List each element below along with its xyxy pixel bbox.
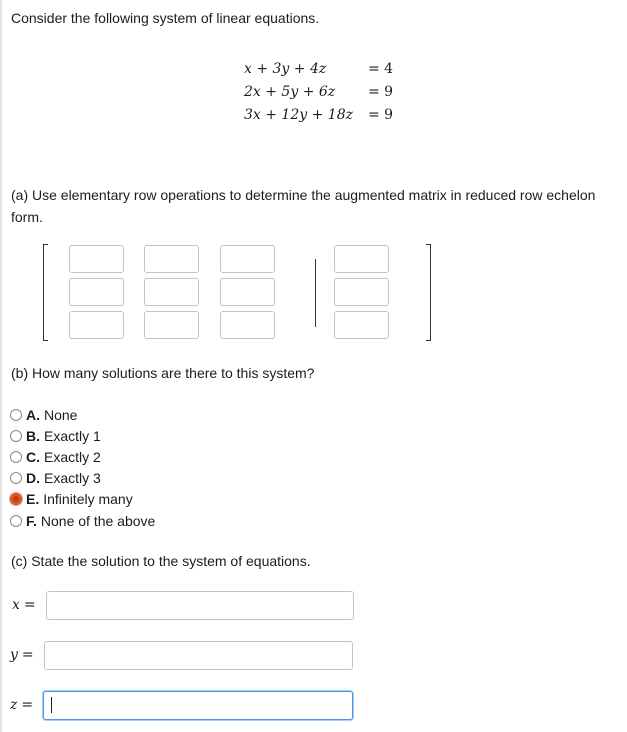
radio-d[interactable] — [10, 472, 22, 484]
matrix-cell-r3-c2[interactable] — [144, 311, 199, 339]
radio-f[interactable] — [10, 515, 22, 527]
z-answer-input[interactable] — [43, 691, 353, 720]
equals-sign: = — [21, 647, 34, 663]
equation-lhs: 3x + 12y + 18z — [244, 107, 353, 123]
option-letter: B. — [26, 427, 40, 444]
var-name: y — [10, 647, 18, 663]
option-e[interactable] — [10, 489, 155, 510]
option-letter: D. — [26, 470, 40, 487]
option-b[interactable] — [10, 425, 155, 446]
equals-sign: = — [21, 697, 34, 713]
radio-c[interactable] — [10, 451, 22, 463]
var-name: x — [12, 597, 20, 613]
equation-rhs: = 9 — [368, 84, 394, 100]
option-label: Exactly 1 — [44, 427, 101, 444]
radio-a[interactable] — [10, 409, 22, 421]
equation-rhs: = 9 — [368, 107, 394, 123]
option-label: Exactly 3 — [44, 470, 101, 487]
option-label: None of the above — [40, 512, 156, 529]
radio-e-selected[interactable] — [10, 493, 22, 505]
option-f[interactable] — [10, 510, 155, 531]
matrix-cell-r2-c3[interactable] — [220, 278, 275, 306]
augment-divider — [315, 259, 316, 327]
solution-count-options — [10, 404, 155, 531]
right-bracket — [426, 244, 431, 341]
equation-rhs: = 4 — [368, 61, 394, 77]
equation-row — [244, 61, 414, 84]
var-z-label — [10, 697, 33, 713]
matrix-cell-r2-c2[interactable] — [144, 278, 199, 306]
intro-text: Consider the following system of linear equations. — [11, 10, 320, 26]
equals-sign: = — [23, 597, 36, 613]
option-letter: C. — [26, 448, 40, 465]
option-letter: E. — [26, 491, 40, 508]
option-letter: A. — [26, 406, 40, 423]
option-letter: F. — [26, 512, 37, 529]
x-answer-input[interactable] — [46, 591, 354, 620]
matrix-cell-r3-c1[interactable] — [69, 311, 124, 339]
matrix-cell-r2-c4[interactable] — [334, 278, 389, 306]
text-cursor — [51, 697, 52, 713]
option-a[interactable] — [10, 404, 155, 425]
equation-lhs: x + 3y + 4z — [244, 61, 327, 77]
option-label: None — [44, 406, 78, 423]
var-x-label — [12, 597, 36, 613]
equation-system — [244, 61, 414, 130]
equation-row — [244, 107, 414, 130]
left-bracket — [43, 244, 48, 341]
option-label: Exactly 2 — [44, 448, 101, 465]
option-c[interactable] — [10, 446, 155, 467]
option-d[interactable] — [10, 468, 155, 489]
augmented-matrix — [43, 244, 433, 341]
part-b-question: (b) How many solutions are there to this system? — [11, 365, 315, 381]
var-name: z — [10, 697, 18, 713]
option-label: Infinitely many — [43, 491, 133, 508]
equation-lhs: 2x + 5y + 6z — [244, 84, 336, 100]
matrix-cell-r1-c2[interactable] — [144, 245, 199, 273]
matrix-cell-r3-c4[interactable] — [334, 311, 389, 339]
var-y-label — [10, 647, 34, 663]
matrix-cell-r1-c1[interactable] — [69, 245, 124, 273]
y-answer-input[interactable] — [44, 641, 353, 670]
radio-b[interactable] — [10, 430, 22, 442]
part-c-question: (c) State the solution to the system of equations. — [11, 553, 311, 569]
left-border — [0, 0, 2, 732]
matrix-cell-r1-c4[interactable] — [334, 245, 389, 273]
matrix-cell-r2-c1[interactable] — [69, 278, 124, 306]
matrix-cell-r3-c3[interactable] — [220, 311, 275, 339]
equation-row — [244, 84, 414, 107]
matrix-cell-r1-c3[interactable] — [220, 245, 275, 273]
part-a-question: (a) Use elementary row operations to determine the augmented matrix in reduced row echelon form. — [11, 187, 596, 225]
